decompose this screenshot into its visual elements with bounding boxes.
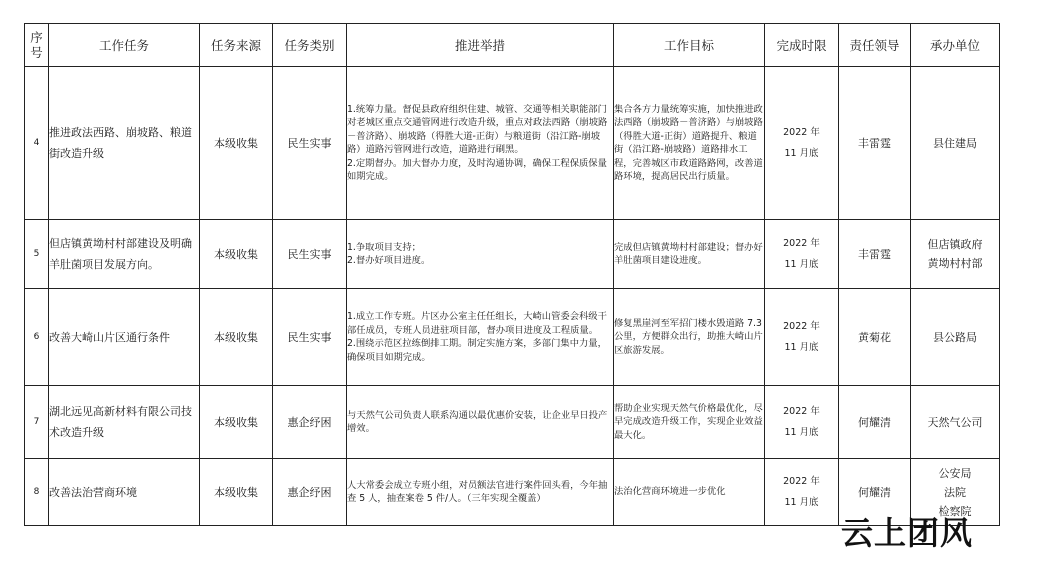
row-source: 本级收集 (200, 67, 273, 220)
row-seq: 4 (25, 67, 49, 220)
row-leader: 何耀清 (839, 459, 911, 526)
row-deadline (765, 289, 839, 386)
measure-item: 2.围绕示范区拉练倒排工期。制定实施方案，多部门集中力量，确保项目如期完成。 (347, 338, 607, 363)
deadline-month: 11 月底 (784, 148, 819, 159)
row-source: 本级收集 (200, 289, 273, 386)
table-header-row (25, 24, 1000, 67)
unit-item: 法院 (944, 485, 966, 499)
row-task: 改善法治营商环境 (49, 459, 200, 526)
row-leader: 何耀清 (839, 386, 911, 459)
row-goal: 修复黑崖河至军招门楼水毁道路 7.3 公里，方便群众出行，助推大崎山片区旅游发展。 (614, 289, 765, 386)
row-seq: 6 (25, 289, 49, 386)
row-leader: 黄菊花 (839, 289, 911, 386)
unit-item: 县公路局 (933, 330, 977, 344)
measure-item: 2.定期督办。加大督办力度，及时沟通协调，确保工程保质保量如期完成。 (347, 157, 607, 182)
deadline-year: 2022 年 (783, 127, 820, 138)
row-unit (911, 67, 1000, 220)
row-unit (911, 220, 1000, 289)
row-unit (911, 289, 1000, 386)
header-category: 任务类别 (273, 24, 347, 67)
row-seq: 7 (25, 386, 49, 459)
deadline-year: 2022 年 (783, 476, 820, 487)
row-task: 湖北远见高新材料有限公司技术改造升级 (49, 386, 200, 459)
row-measures (347, 67, 614, 220)
row-leader: 丰雷霆 (839, 220, 911, 289)
deadline-year: 2022 年 (783, 238, 820, 249)
unit-item: 但店镇政府 (927, 238, 983, 251)
unit-item: 黄坳村村部 (927, 257, 983, 270)
row-category: 惠企纾困 (273, 459, 347, 526)
row-measures (347, 289, 614, 386)
deadline-month: 11 月底 (784, 427, 819, 438)
row-unit (911, 386, 1000, 459)
unit-item: 公安局 (938, 466, 972, 480)
header-leader: 责任领导 (839, 24, 911, 67)
row-goal: 法治化营商环境进一步优化 (614, 459, 765, 526)
header-seq: 序号 (25, 24, 49, 67)
row-measures (347, 386, 614, 459)
deadline-year: 2022 年 (783, 406, 820, 417)
header-measures: 推进举措 (347, 24, 614, 67)
header-deadline: 完成时限 (765, 24, 839, 67)
deadline-month: 11 月底 (784, 342, 819, 353)
measure-item: 2.督办好项目进度。 (347, 255, 431, 266)
table-row (25, 386, 1000, 459)
deadline-month: 11 月底 (784, 259, 819, 270)
row-measures (347, 459, 614, 526)
unit-item: 天然气公司 (927, 415, 983, 429)
row-seq: 8 (25, 459, 49, 526)
table-row (25, 67, 1000, 220)
row-seq: 5 (25, 220, 49, 289)
row-goal: 集合各方力量统筹实施，加快推进政法西路（崩坡路－普济路）与崩坡路（得胜大道-正街）道路提升、粮道街（沿江路-崩坡路）道路排水工程，完善城区市政道路路网，改善道路环境，提高居民出行质量。 (614, 67, 765, 220)
row-leader: 丰雷霆 (839, 67, 911, 220)
row-task: 推进政法西路、崩坡路、粮道街改造升级 (49, 67, 200, 220)
row-source: 本级收集 (200, 386, 273, 459)
row-task: 改善大崎山片区通行条件 (49, 289, 200, 386)
row-category: 民生实事 (273, 67, 347, 220)
row-task: 但店镇黄坳村村部建设及明确羊肚菌项目发展方向。 (49, 220, 200, 289)
row-deadline (765, 67, 839, 220)
unit-item: 县住建局 (933, 136, 977, 150)
row-goal: 帮助企业实现天然气价格最优化，尽早完成改造升级工作，实现企业效益最大化。 (614, 386, 765, 459)
measure-item: 1.成立工作专班。片区办公室主任任组长，大崎山管委会科级干部任成员，专班人员进驻项目部，督办项目进度及工程质量。 (347, 311, 607, 336)
header-unit: 承办单位 (911, 24, 1000, 67)
deadline-year: 2022 年 (783, 321, 820, 332)
task-table (24, 23, 1000, 526)
measure-item: 与天然气公司负责人联系沟通以最优惠价安装，让企业早日投产增效。 (347, 409, 608, 434)
measure-item: 1.争取项目支持； (347, 241, 421, 253)
row-deadline (765, 459, 839, 526)
watermark-logo-text: 云上团风 (841, 514, 974, 552)
table-row (25, 289, 1000, 386)
table-row (25, 220, 1000, 289)
measure-item: 1.统筹力量。督促县政府组织住建、城管、交通等相关职能部门对老城区重点交通管网进行改造升级，重点对政法西路（崩坡路－普济路）、崩坡路（得胜大道-正街）与粮道街（沿江路-崩坡路）道路污管网进行改造，道路进行刷黑。 (347, 103, 608, 155)
row-source: 本级收集 (200, 459, 273, 526)
row-measures (347, 220, 614, 289)
deadline-month: 11 月底 (784, 497, 819, 508)
row-category: 惠企纾困 (273, 386, 347, 459)
measure-item: 人大常委会成立专班小组，对员额法官进行案件回头看，今年抽查 5 人，抽查案卷 5 件/人。（三年实现全覆盖） (347, 479, 608, 504)
row-source: 本级收集 (200, 220, 273, 289)
header-task: 工作任务 (49, 24, 200, 67)
row-deadline (765, 386, 839, 459)
header-source: 任务来源 (200, 24, 273, 67)
row-category: 民生实事 (273, 289, 347, 386)
row-category: 民生实事 (273, 220, 347, 289)
row-goal: 完成但店镇黄坳村村部建设；督办好羊肚菌项目建设进度。 (614, 220, 765, 289)
header-goal: 工作目标 (614, 24, 765, 67)
row-deadline (765, 220, 839, 289)
unit-item: 检察院 (938, 504, 972, 518)
